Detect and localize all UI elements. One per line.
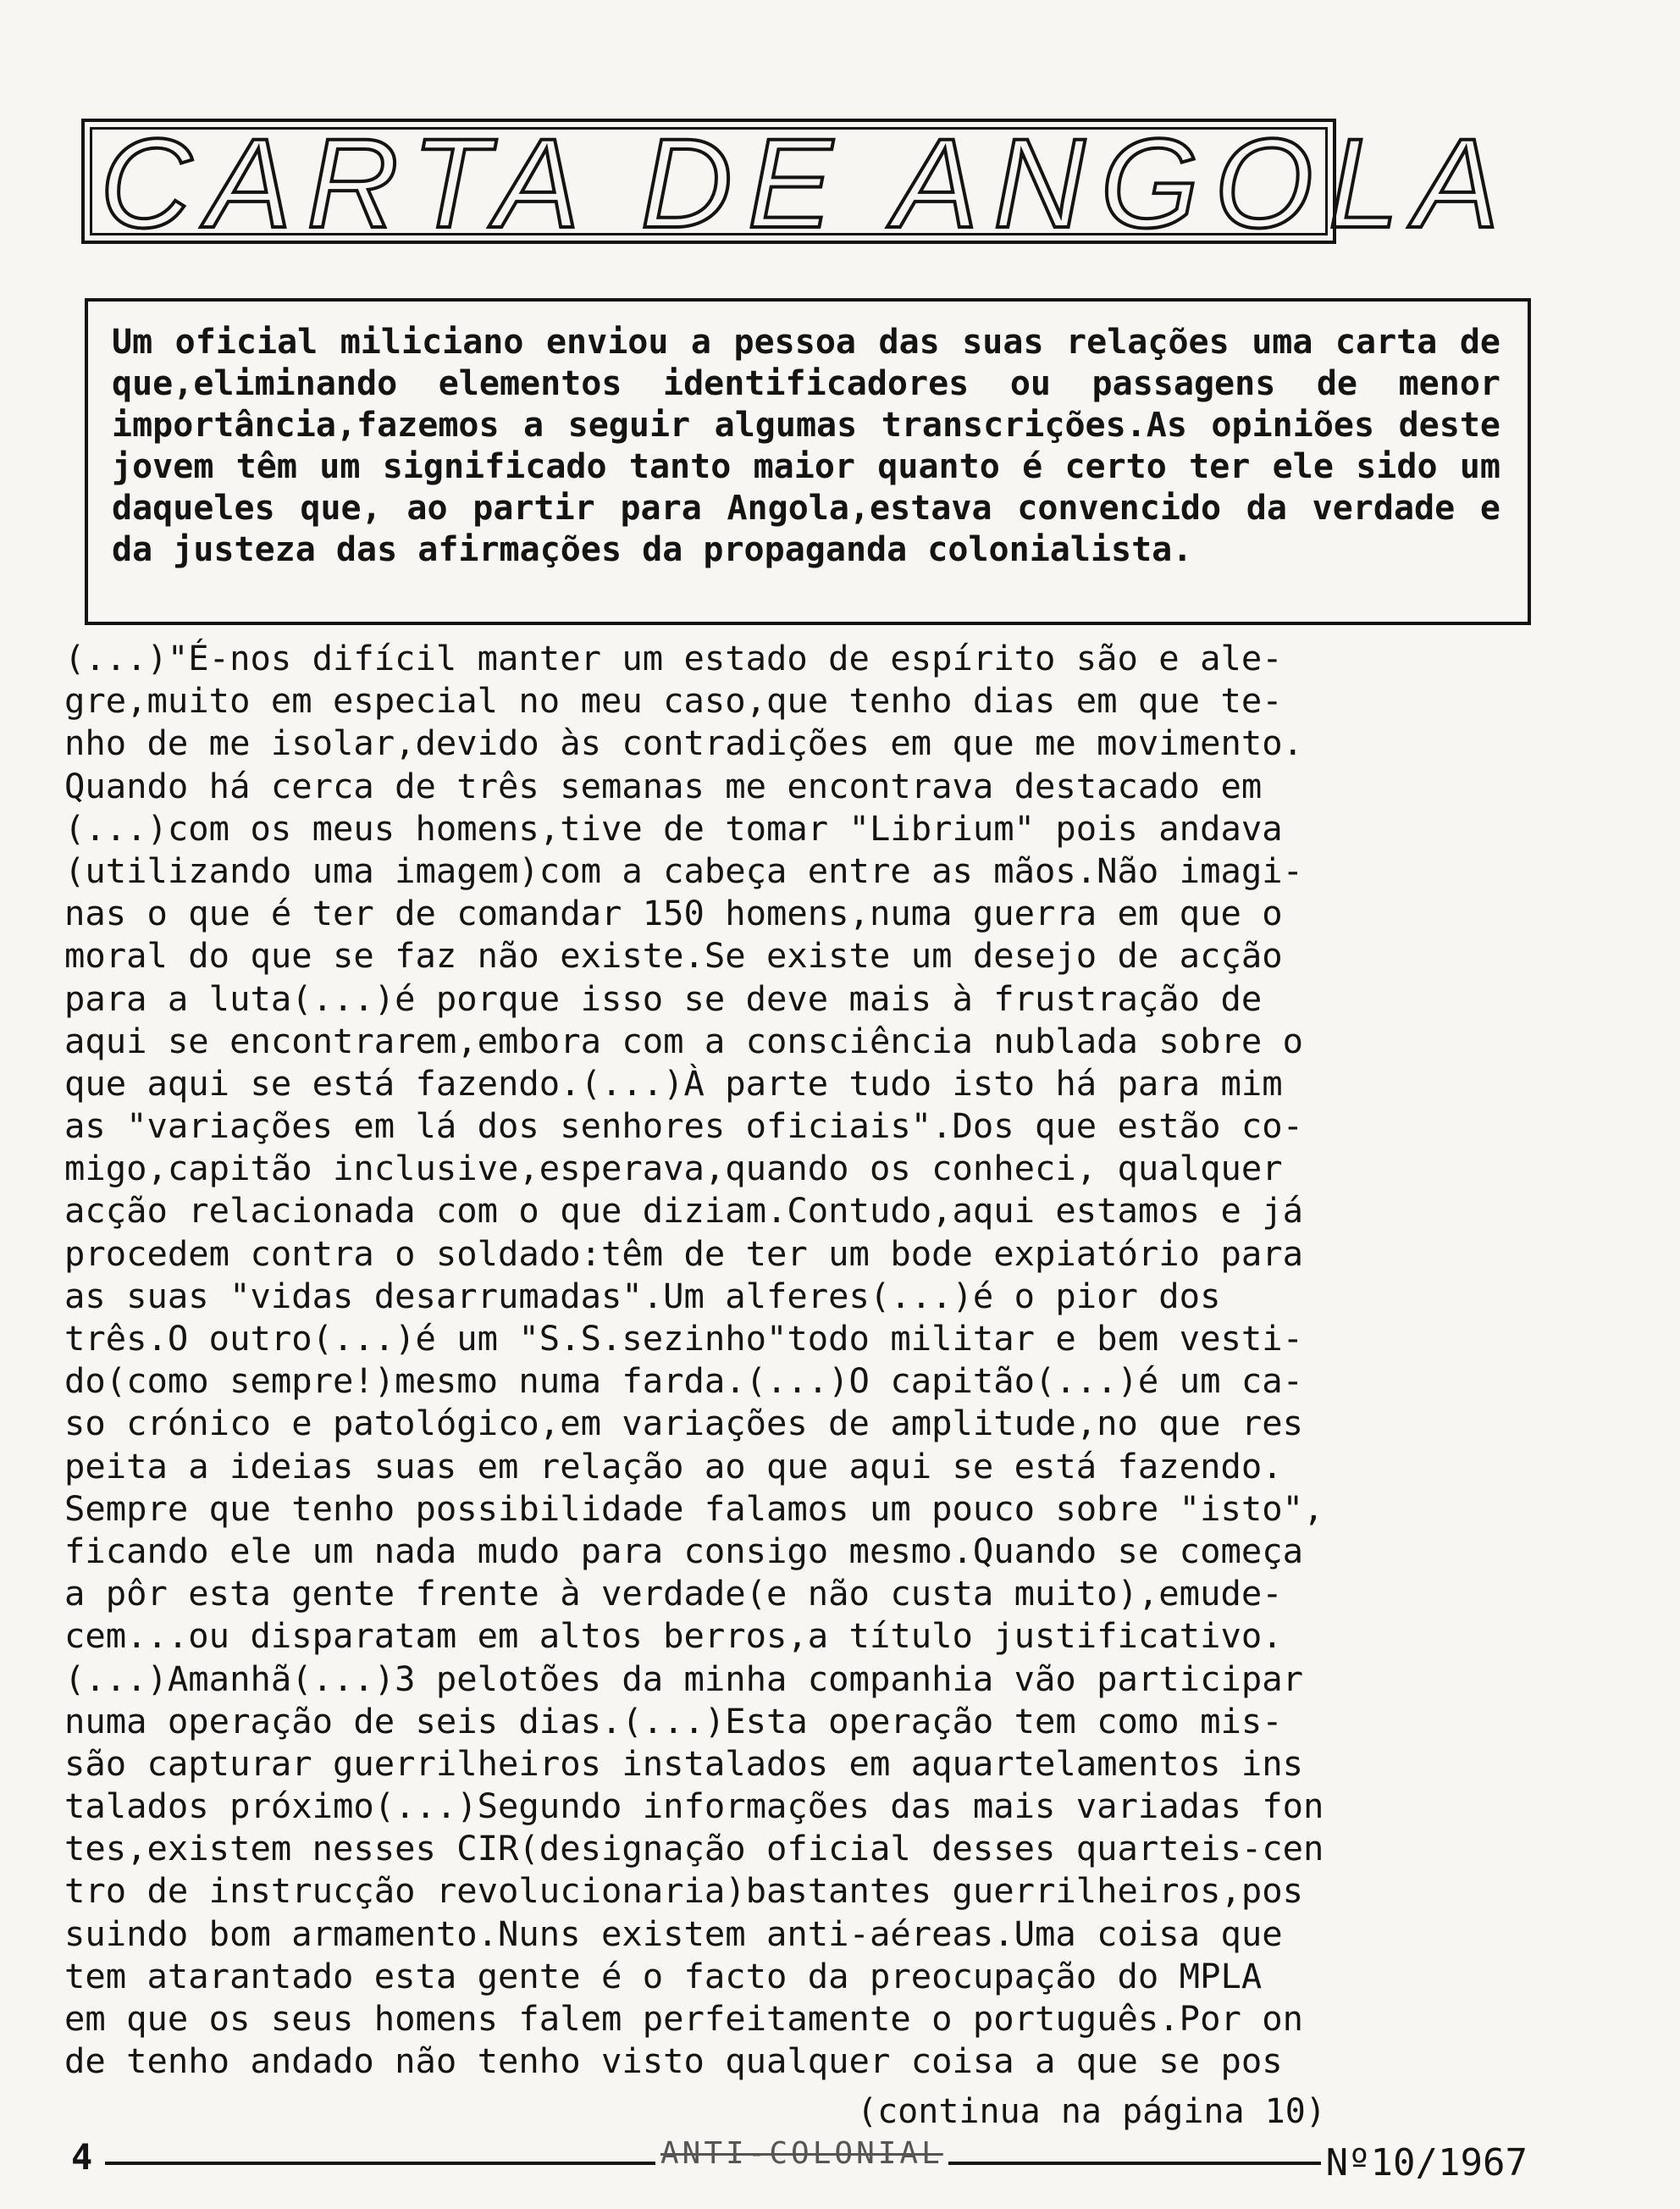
body-line: em que os seus homens falem perfeitamente o português.Por on [64, 1998, 1303, 2039]
body-line: que aqui se está fazendo.(...)À parte tudo isto há para mim [64, 1062, 1283, 1104]
body-line: Sempre que tenho possibilidade falamos um pouco sobre "isto", [64, 1487, 1324, 1529]
intro-box [85, 298, 1531, 625]
body-line: (...)com os meus homens,tive de tomar "Librium" pois andava [64, 807, 1283, 849]
body-line: aqui se encontrarem,embora com a consciência nublada sobre o [64, 1020, 1303, 1061]
continued-note: (continua na página 10) [857, 2092, 1326, 2131]
body-line: do(como sempre!)mesmo numa farda.(...)O capitão(...)é um ca- [64, 1360, 1303, 1402]
body-line: de tenho andado não tenho visto qualquer coisa a que se pos [64, 2040, 1283, 2082]
body-line: para a luta(...)é porque isso se deve mais à frustração de [64, 977, 1263, 1019]
body-line: as suas "vidas desarrumadas".Um alferes(...)é o pior dos [64, 1275, 1221, 1316]
body-line: ficando ele um nada mudo para consigo mesmo.Quando se começa [64, 1530, 1303, 1571]
body-line: so crónico e patológico,em variações de amplitude,no que res [64, 1403, 1303, 1444]
body-line: nas o que é ter de comandar 150 homens,numa guerra em que o [64, 893, 1283, 934]
body-line: tro de instrucção revolucionaria)bastantes guerrilheiros,pos [64, 1870, 1303, 1912]
body-line: (utilizando uma imagem)com a cabeça entre as mãos.Não imagi- [64, 850, 1303, 891]
masthead [81, 112, 1515, 254]
intro-paragraph: Um oficial miliciano enviou a pessoa das suas relações uma carta de que,eliminando elementos identificadores ou passagens de menor importância,fazemos a seguir algumas transcrições.As opiniões deste jovem têm um significado tanto maior quanto é certo ter ele sido um daqueles que, ao partir para Angola,estava convencido da verdade e da justeza das afirmações da propaganda colonialista. [112, 323, 1500, 569]
body-line: suindo bom armamento.Nuns existem anti-aéreas.Uma coisa que [64, 1913, 1283, 1954]
body-line: procedem contra o soldado:têm de ter um bode expiatório para [64, 1232, 1303, 1274]
body-line: peita a ideias suas em relação ao que aqui se está fazendo. [64, 1445, 1283, 1487]
body-line: (...)"É-nos difícil manter um estado de espírito são e ale- [64, 638, 1283, 678]
body-line: migo,capitão inclusive,esperava,quando os conheci, qualquer [64, 1148, 1283, 1189]
body-line: nho de me isolar,devido às contradições em que me movimento. [64, 722, 1303, 764]
body-line: tem atarantado esta gente é o facto da preocupação do MPLA [64, 1955, 1263, 1996]
page-number: 4 [71, 2136, 97, 2178]
page-footer [71, 2136, 1528, 2187]
body-line: tes,existem nesses CIR(designação oficial desses quarteis-cen [64, 1828, 1324, 1869]
masthead-title: CARTA DE ANGOLA [100, 112, 1515, 254]
body-line: cem...ou disparatam em altos berros,a título justificativo. [64, 1615, 1283, 1657]
issue-number: Nº10/1967 [1321, 2141, 1528, 2184]
body-line: são capturar guerrilheiros instalados em aquartelamentos ins [64, 1742, 1303, 1784]
body-line: (...)Amanhã(...)3 pelotões da minha companhia vão participar [64, 1658, 1303, 1699]
body-line: três.O outro(...)é um "S.S.sezinho"todo militar e bem vesti- [64, 1318, 1303, 1359]
body-line: acção relacionada com o que diziam.Contudo,aqui estamos e já [64, 1190, 1303, 1232]
body-line: numa operação de seis dias.(...)Esta operação tem como mis- [64, 1700, 1283, 1741]
letter-body [64, 637, 1556, 2082]
publication-name: ANTI-COLONIAL [655, 2136, 948, 2171]
body-line: gre,muito em especial no meu caso,que tenho dias em que te- [64, 680, 1283, 722]
body-line: moral do que se faz não existe.Se existe um desejo de acção [64, 935, 1283, 977]
body-line: Quando há cerca de três semanas me encontrava destacado em [64, 765, 1263, 806]
body-line: talados próximo(...)Segundo informações das mais variadas fon [64, 1785, 1324, 1827]
body-line: as "variações em lá dos senhores oficiais".Dos que estão co- [64, 1105, 1303, 1147]
body-line: a pôr esta gente frente à verdade(e não custa muito),emude- [64, 1573, 1283, 1614]
